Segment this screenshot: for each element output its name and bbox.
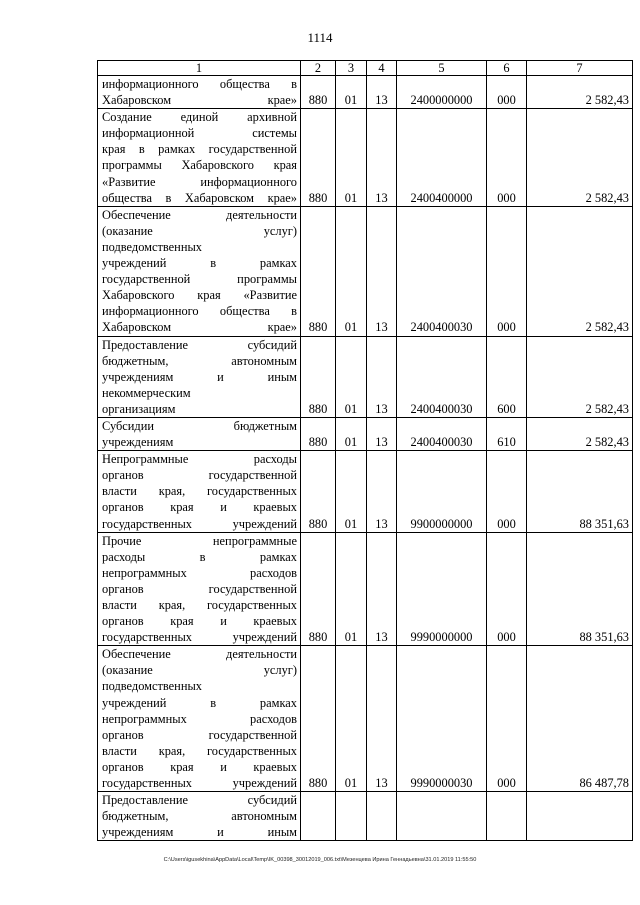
subsection-code: 13	[367, 532, 397, 646]
description-line: подведомственных	[102, 679, 202, 694]
description-line: Предоставление субсидий	[102, 337, 297, 352]
row-description	[98, 451, 301, 532]
amount: 88 351,63	[527, 451, 633, 532]
description-line: государственных учреждений	[102, 776, 297, 791]
description-line: учреждениям	[102, 435, 174, 450]
description-line: власти края, государственных	[102, 743, 297, 758]
description-line: учреждений в рамках	[102, 695, 297, 710]
description-line: «Развитие информационного	[102, 174, 297, 189]
section-code: 01	[336, 451, 367, 532]
ministry-code: 880	[301, 451, 336, 532]
description-line: бюджетным, автономным	[102, 353, 297, 368]
description-line: Непрограммные расходы	[102, 452, 297, 467]
page-number: 1114	[307, 30, 333, 45]
description-line: органов края и краевых	[102, 500, 297, 515]
description-line: бюджетным, автономным	[102, 809, 297, 824]
ministry-code	[301, 792, 336, 841]
amount: 86 487,78	[527, 646, 633, 792]
description-line: Субсидии бюджетным	[102, 418, 297, 433]
ministry-code: 880	[301, 76, 336, 109]
expense-type-code: 610	[487, 417, 527, 450]
amount: 2 582,43	[527, 417, 633, 450]
ministry-code: 880	[301, 206, 336, 336]
table-row	[98, 646, 633, 792]
row-description	[98, 109, 301, 207]
column-header: 2	[301, 61, 336, 76]
description-line: непрограммных расходов	[102, 711, 297, 726]
column-header: 1	[98, 61, 301, 76]
description-line: государственных учреждений	[102, 630, 297, 645]
section-code: 01	[336, 76, 367, 109]
table-row	[98, 532, 633, 646]
description-line: (оказание услуг)	[102, 663, 297, 678]
expense-type-code: 600	[487, 336, 527, 417]
subsection-code: 13	[367, 109, 397, 207]
description-line: Хабаровского края «Развитие	[102, 288, 297, 303]
target-article-code	[397, 792, 487, 841]
description-line: государственной программы	[102, 272, 297, 287]
table-row	[98, 451, 633, 532]
file-path-footer: C:\Users\igusekhina\AppData\Local\Temp\IK_00398_30012019_006.txt\Мезенцева Ирина Геннадьевна\31.01.2019 11:55:50	[163, 857, 477, 863]
expense-type-code: 000	[487, 532, 527, 646]
section-code: 01	[336, 109, 367, 207]
description-line: информационной системы	[102, 126, 297, 141]
table-row	[98, 109, 633, 207]
description-line: органов края и краевых	[102, 759, 297, 774]
subsection-code: 13	[367, 76, 397, 109]
row-description	[98, 417, 301, 450]
table-row	[98, 206, 633, 336]
description-line: Прочие непрограммные	[102, 533, 297, 548]
ministry-code: 880	[301, 417, 336, 450]
description-line: учреждениям и иным	[102, 369, 297, 384]
row-description	[98, 646, 301, 792]
description-line: непрограммных расходов	[102, 565, 297, 580]
description-line: некоммерческим	[102, 385, 191, 400]
description-line: расходы в рамках	[102, 549, 297, 564]
description-line: Обеспечение деятельности	[102, 207, 297, 222]
column-header: 4	[367, 61, 397, 76]
row-description	[98, 76, 301, 109]
table-row	[98, 336, 633, 417]
subsection-code	[367, 792, 397, 841]
expense-type-code: 000	[487, 646, 527, 792]
subsection-code: 13	[367, 336, 397, 417]
amount: 2 582,43	[527, 76, 633, 109]
description-line: Обеспечение деятельности	[102, 647, 297, 662]
row-description	[98, 532, 301, 646]
row-description	[98, 206, 301, 336]
description-line: органов государственной	[102, 727, 297, 742]
section-code	[336, 792, 367, 841]
expense-type-code: 000	[487, 76, 527, 109]
section-code: 01	[336, 646, 367, 792]
amount: 2 582,43	[527, 109, 633, 207]
description-line: органов края и краевых	[102, 614, 297, 629]
description-line: Предоставление субсидий	[102, 793, 297, 808]
subsection-code: 13	[367, 646, 397, 792]
row-description	[98, 792, 301, 841]
target-article-code: 2400000000	[397, 76, 487, 109]
target-article-code: 9900000000	[397, 451, 487, 532]
description-line: (оказание услуг)	[102, 223, 297, 238]
expense-type-code: 000	[487, 206, 527, 336]
expense-type-code: 000	[487, 451, 527, 532]
table-header-row	[98, 61, 633, 76]
row-description	[98, 336, 301, 417]
description-line: края в рамках государственной	[102, 142, 297, 157]
section-code: 01	[336, 206, 367, 336]
ministry-code: 880	[301, 109, 336, 207]
target-article-code: 9990000000	[397, 532, 487, 646]
section-code: 01	[336, 532, 367, 646]
target-article-code: 2400400030	[397, 417, 487, 450]
description-line: информационного общества в	[102, 77, 297, 91]
amount: 2 582,43	[527, 206, 633, 336]
ministry-code: 880	[301, 646, 336, 792]
table-row	[98, 76, 633, 109]
description-line: Хабаровском крае»	[102, 320, 297, 335]
subsection-code: 13	[367, 451, 397, 532]
description-line: организациям	[102, 401, 176, 416]
column-header: 5	[397, 61, 487, 76]
amount: 2 582,43	[527, 336, 633, 417]
target-article-code: 2400400030	[397, 336, 487, 417]
description-line: программы Хабаровского края	[102, 158, 297, 173]
target-article-code: 2400400000	[397, 109, 487, 207]
table-row	[98, 792, 633, 841]
column-header: 7	[527, 61, 633, 76]
description-line: Создание единой архивной	[102, 110, 297, 125]
ministry-code: 880	[301, 532, 336, 646]
target-article-code: 2400400030	[397, 206, 487, 336]
description-line: власти края, государственных	[102, 598, 297, 612]
subsection-code: 13	[367, 417, 397, 450]
description-line: учреждений в рамках	[102, 256, 297, 271]
description-line: органов государственной	[102, 468, 297, 483]
target-article-code: 9990000030	[397, 646, 487, 792]
expense-type-code	[487, 792, 527, 841]
column-header: 6	[487, 61, 527, 76]
description-line: органов государственной	[102, 581, 297, 596]
section-code: 01	[336, 417, 367, 450]
description-line: информационного общества в	[102, 304, 297, 319]
description-line: государственных учреждений	[102, 516, 297, 531]
ministry-code: 880	[301, 336, 336, 417]
description-line: власти края, государственных	[102, 484, 297, 499]
description-line: подведомственных	[102, 239, 202, 254]
subsection-code: 13	[367, 206, 397, 336]
column-header: 3	[336, 61, 367, 76]
description-line: общества в Хабаровском крае»	[102, 190, 297, 205]
expense-type-code: 000	[487, 109, 527, 207]
amount	[527, 792, 633, 841]
amount: 88 351,63	[527, 532, 633, 646]
budget-table	[97, 60, 633, 841]
section-code: 01	[336, 336, 367, 417]
description-line: Хабаровском крае»	[102, 93, 297, 108]
table-row	[98, 417, 633, 450]
description-line: учреждениям и иным	[102, 825, 297, 840]
